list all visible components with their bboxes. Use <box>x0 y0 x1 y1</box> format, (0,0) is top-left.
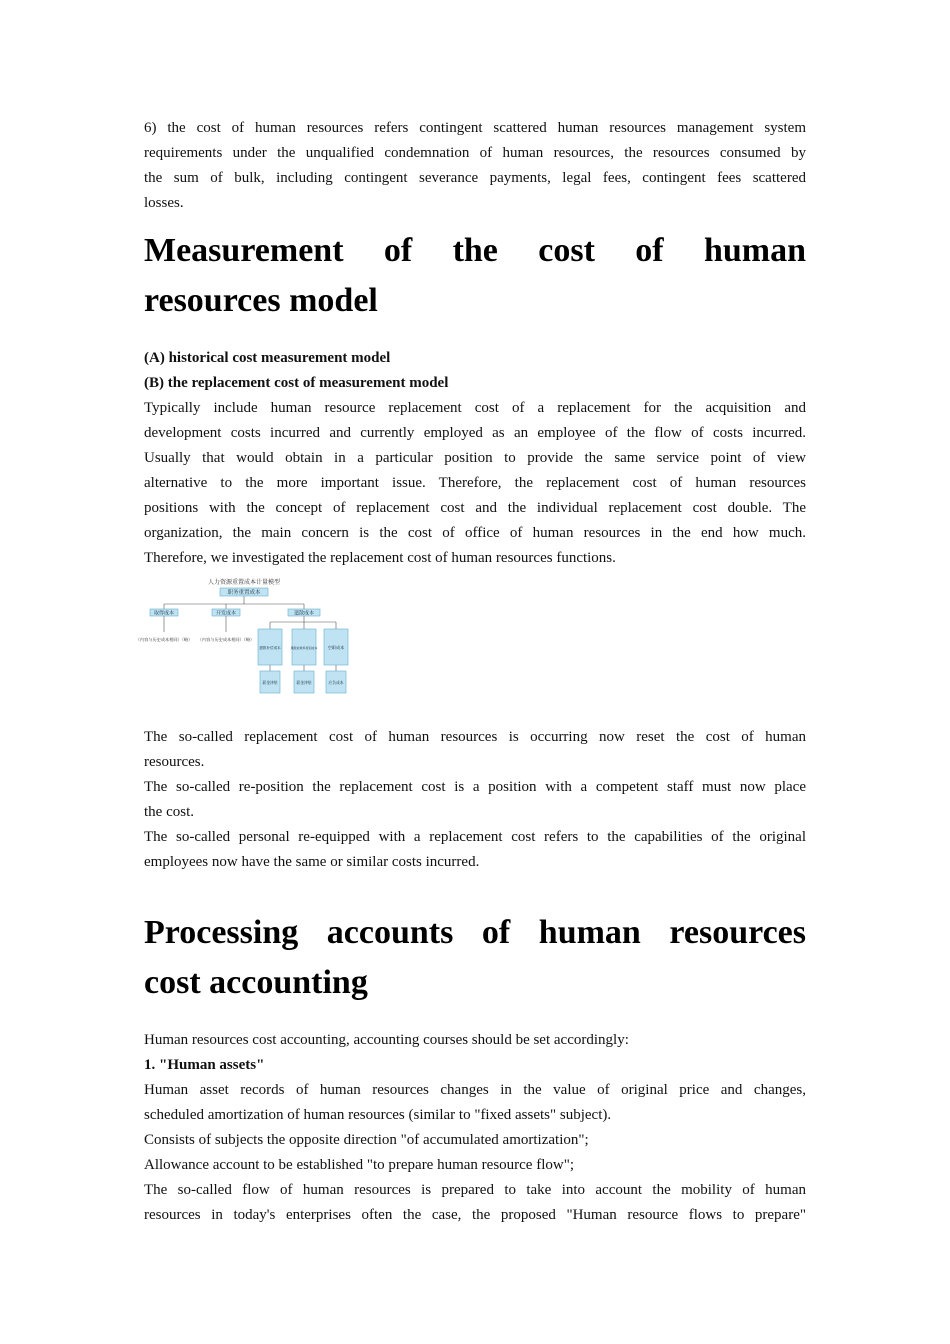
text-line: the sum of bulk, including contingent severance payments, legal fees, contingent fees scattered <box>144 170 806 186</box>
intro-paragraph <box>144 116 806 216</box>
heading-line: Processing accounts of human resources <box>144 914 806 951</box>
subheading-replacement-cost: (B) the replacement cost of measurement model <box>144 375 449 391</box>
text-line: Allowance account to be established "to prepare human resource flow"; <box>144 1157 575 1173</box>
diagram-label-vacancy: 空职成本 <box>327 645 345 650</box>
diagram-label-liability: 应负成本 <box>328 680 344 685</box>
diagram-label-salary-2: 薪金津贴 <box>296 680 312 685</box>
text-line: resources. <box>144 754 205 770</box>
heading-line: cost accounting <box>144 964 368 1001</box>
definitions <box>144 725 806 875</box>
diagram-label-severance: 遣散成本 <box>293 610 315 617</box>
section-heading-measurement <box>144 226 806 326</box>
text-line: The so-called re-position the replacement cost is a position with a competent staff must now place <box>144 779 806 795</box>
text-line: Usually that would obtain in a particular position to provide the same service point of view <box>144 450 806 466</box>
text-line: 6) the cost of human resources refers contingent scattered human resources management system <box>144 120 806 136</box>
list-item-title: 1. "Human assets" <box>144 1057 265 1073</box>
text-line: scheduled amortization of human resources (similar to "fixed assets" subject). <box>144 1107 612 1123</box>
diagram-note: （内容与历史成本相同）（略） <box>135 637 193 642</box>
text-line: The so-called flow of human resources is prepared to take into account the mobility of human <box>144 1182 806 1198</box>
replacement-cost-model-diagram <box>135 577 360 701</box>
subheading-historical-cost: (A) historical cost measurement model <box>144 350 391 366</box>
diagram-label-severance-comp: 遣散补偿成本 <box>259 646 281 650</box>
diagram-label-efficiency-diff: 遣散前效率差别成本 <box>290 646 318 650</box>
diagram-title: 人力资源重置成本计量模型 <box>207 579 281 586</box>
text-line: employees now have the same or similar costs incurred. <box>144 854 480 870</box>
text-line: Consists of subjects the opposite direction "of accumulated amortization"; <box>144 1132 589 1148</box>
accounting-section <box>144 1028 806 1228</box>
text-line: Therefore, we investigated the replacement cost of human resources functions. <box>144 550 616 566</box>
text-line: development costs incurred and currently employed as an employee of the flow of costs incurred. <box>144 425 806 441</box>
text-line: The so-called replacement cost of human resources is occurring now reset the cost of human <box>144 729 806 745</box>
text-line: positions with the concept of replacement cost and the individual replacement cost double. The <box>144 500 806 516</box>
text-line: Typically include human resource replacement cost of a replacement for the acquisition and <box>144 400 806 416</box>
text-line: resources in today's enterprises often the case, the proposed "Human resource flows to prepare" <box>144 1207 806 1223</box>
text-line: Human asset records of human resources changes in the value of original price and changes, <box>144 1082 806 1098</box>
text-line: the cost. <box>144 804 194 820</box>
diagram-label-salary: 薪金津贴 <box>262 680 278 685</box>
diagram-label-acquisition: 取得成本 <box>153 610 175 617</box>
document-page <box>135 116 806 1228</box>
text-line: requirements under the unqualified condemnation of human resources, the resources consumed by <box>144 145 806 161</box>
text-line: organization, the main concern is the cost of office of human resources in the end how much. <box>144 525 806 541</box>
text-line: The so-called personal re-equipped with a replacement cost refers to the capabilities of the original <box>144 829 806 845</box>
heading-line: resources model <box>144 282 378 319</box>
replacement-cost-paragraph <box>144 396 806 571</box>
text-line: losses. <box>144 195 184 211</box>
section-heading-processing-accounts <box>144 908 806 1008</box>
diagram-label-root: 职务重置成本 <box>227 590 261 596</box>
heading-line: Measurement of the cost of human <box>144 232 806 269</box>
diagram-note: （内容与历史成本相同）（略） <box>197 637 255 642</box>
diagram-label-development: 开发成本 <box>215 610 237 617</box>
text-line: Human resources cost accounting, accounting courses should be set accordingly: <box>144 1032 629 1048</box>
text-line: alternative to the more important issue. Therefore, the replacement cost of human resources <box>144 475 806 491</box>
